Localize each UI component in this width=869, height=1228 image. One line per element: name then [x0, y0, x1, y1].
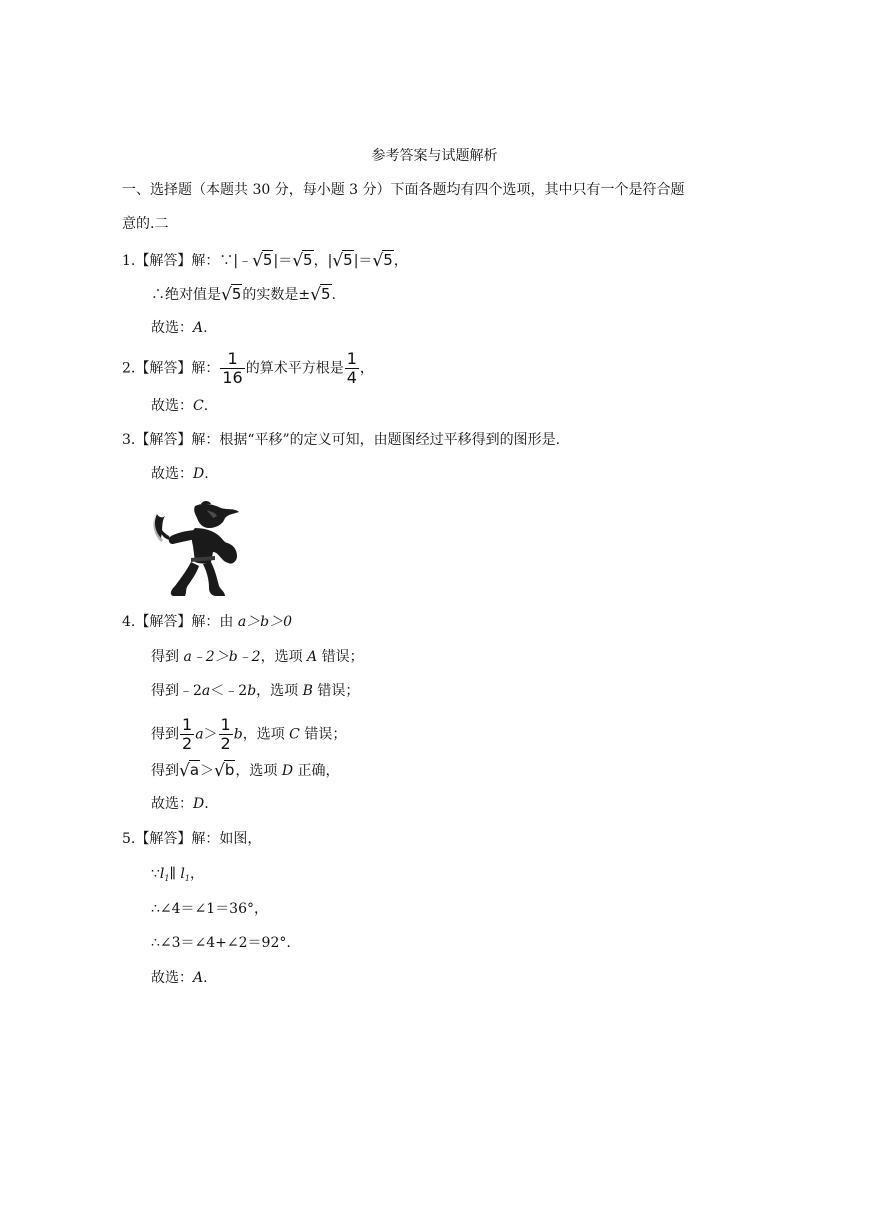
q4-l3-b: b: [247, 683, 257, 699]
q1-line2-mid: 的实数是±: [242, 287, 311, 303]
q3-answer: [151, 462, 209, 486]
q2-number: 2.: [122, 360, 136, 377]
q5-line4: ∴∠3＝∠4+∠2＝92°.: [151, 935, 291, 951]
answer-label: 故选：: [151, 320, 193, 336]
abs-bar: |: [353, 253, 359, 269]
sqrt-5: √5: [292, 251, 313, 271]
fraction-1-4: $\frac{1}{4}$: [346, 349, 357, 387]
q4-l5-sep: ，选项: [235, 763, 282, 779]
q5-l2-pre: ∵: [151, 866, 160, 882]
abs-bar: |: [233, 253, 239, 269]
q4-jie: 解：由: [191, 614, 238, 630]
q4-line4: [151, 716, 346, 753]
q4-l3-end: 错误；: [312, 683, 360, 699]
q5-line1: [122, 827, 261, 851]
q4-l3-sep: ，选项: [256, 683, 303, 699]
q2-line1: [122, 350, 374, 387]
q4-line5: [151, 758, 340, 783]
answer-dot: .: [204, 466, 209, 482]
q4-l4-option: C: [289, 726, 300, 743]
q4-l4-b: b: [233, 726, 243, 743]
abs-bar: |: [327, 253, 333, 269]
answer-choice: C: [193, 398, 204, 414]
answer-choice: A: [193, 970, 204, 986]
sqrt-5: √5: [372, 251, 393, 271]
q5-line3: ∴∠4＝∠1＝36°，: [151, 901, 268, 917]
answer-choice: D: [193, 796, 205, 812]
answer-dot: .: [203, 320, 208, 336]
fraction-1-16: $\frac{1}{16}$: [222, 349, 243, 387]
q1-line2-pre: ∴绝对值是: [151, 287, 221, 303]
q4-line1: [122, 610, 292, 634]
q4-l3-pre: 得到﹣2: [151, 683, 202, 699]
section-heading-line1: 一、选择题（本题共 30 分，每小题 3 分）下面各题均有四个选项，其中只有一个是符合题: [122, 182, 685, 198]
q2-end: ，: [359, 360, 374, 377]
sqrt-5: √5: [310, 285, 331, 305]
q1-eq: ＝: [358, 253, 373, 269]
q4-tag: 【解答】: [135, 614, 192, 630]
q4-l3-option: B: [302, 683, 313, 699]
q4-l5-end: 正确，: [293, 763, 340, 779]
answer-dot: .: [203, 398, 209, 414]
q4-condition: a＞b＞0: [237, 614, 293, 630]
q4-l5-pre: 得到: [151, 763, 179, 779]
parallel-symbol: ∥: [169, 866, 181, 882]
sqrt-b: √b: [214, 761, 235, 781]
line-l: l: [180, 866, 185, 882]
line-l: l: [159, 866, 165, 882]
q4-l3-a: a: [201, 683, 211, 699]
page-title: 参考答案与试题解析: [371, 148, 498, 164]
q1-line2: [151, 282, 336, 307]
q1-line1: [122, 248, 408, 273]
fraction-1-2: $\frac{1}{2}$: [220, 715, 231, 753]
fraction-1-2: $\frac{1}{2}$: [182, 715, 193, 753]
answer-dot: .: [204, 796, 209, 812]
q5-answer: [151, 966, 208, 990]
q5-jie: 解：如图，: [191, 831, 262, 847]
monkey-figure-image: [151, 500, 243, 600]
answer-label: 故选：: [151, 398, 193, 414]
answer-dot: .: [203, 970, 208, 986]
q4-l5-gt: ＞: [200, 763, 215, 779]
q4-l4-sep: ，选项: [242, 726, 290, 743]
answer-choice: D: [193, 466, 205, 482]
q1-line2-end: .: [331, 287, 336, 303]
q4-l2-option: A: [307, 649, 318, 665]
q5-line2: [151, 862, 204, 891]
q2-jie: 解：: [191, 360, 220, 377]
q5-tag: 【解答】: [135, 831, 192, 847]
q3-line1: [122, 428, 560, 452]
section-heading-line2: 意的.二: [122, 216, 169, 232]
q4-l3-mid: ＜﹣2: [210, 683, 248, 699]
q1-eq: ＝: [278, 253, 293, 269]
q1-number: 1.: [122, 253, 136, 269]
q2-tag: 【解答】: [135, 360, 192, 377]
abs-bar: |: [273, 253, 279, 269]
q4-number: 4.: [122, 614, 136, 630]
q4-l5-option: D: [281, 763, 294, 779]
answer-label: 故选：: [151, 970, 193, 986]
q1-comma: ，: [313, 253, 328, 269]
answer-label: 故选：: [151, 466, 193, 482]
q4-l4-end: 错误；: [299, 726, 347, 743]
q4-l2-pre: 得到: [151, 649, 184, 665]
q4-l2-end: 错误；: [317, 649, 364, 665]
q4-l4-a: a: [195, 726, 204, 743]
sqrt-5: √5: [332, 251, 353, 271]
q4-l4-gt: ＞: [203, 726, 218, 743]
sqrt-a: √a: [179, 761, 200, 781]
q5-number: 5.: [122, 831, 136, 847]
q3-tag: 【解答】: [135, 432, 192, 448]
q1-neg: ﹣: [238, 253, 253, 269]
q2-answer: [151, 394, 208, 418]
q1-tag: 【解答】: [135, 253, 192, 269]
q2-mid: 的算术平方根是: [245, 360, 344, 377]
sqrt-5: √5: [221, 285, 242, 305]
q4-answer: [151, 792, 209, 816]
q4-l2-expr: a﹣2＞b﹣2: [183, 649, 261, 665]
q4-line2: [151, 645, 364, 669]
answer-choice: A: [193, 320, 204, 336]
q3-text: 解：根据“平移”的定义可知，由题图经过平移得到的图形是.: [191, 432, 561, 448]
q1-jie: 解：∵: [191, 253, 234, 269]
q1-comma: ，: [393, 253, 408, 269]
q4-line3: [151, 679, 359, 703]
answer-label: 故选：: [151, 796, 193, 812]
sqrt-5: √5: [252, 251, 273, 271]
q4-l4-pre: 得到: [151, 726, 179, 743]
line-subscript: 1: [164, 874, 170, 883]
q5-l2-end: ，: [190, 866, 204, 882]
q3-number: 3.: [122, 432, 136, 448]
q4-l2-mid: ，选项: [260, 649, 308, 665]
q1-answer: [151, 316, 208, 340]
line-subscript: 1: [184, 874, 190, 883]
